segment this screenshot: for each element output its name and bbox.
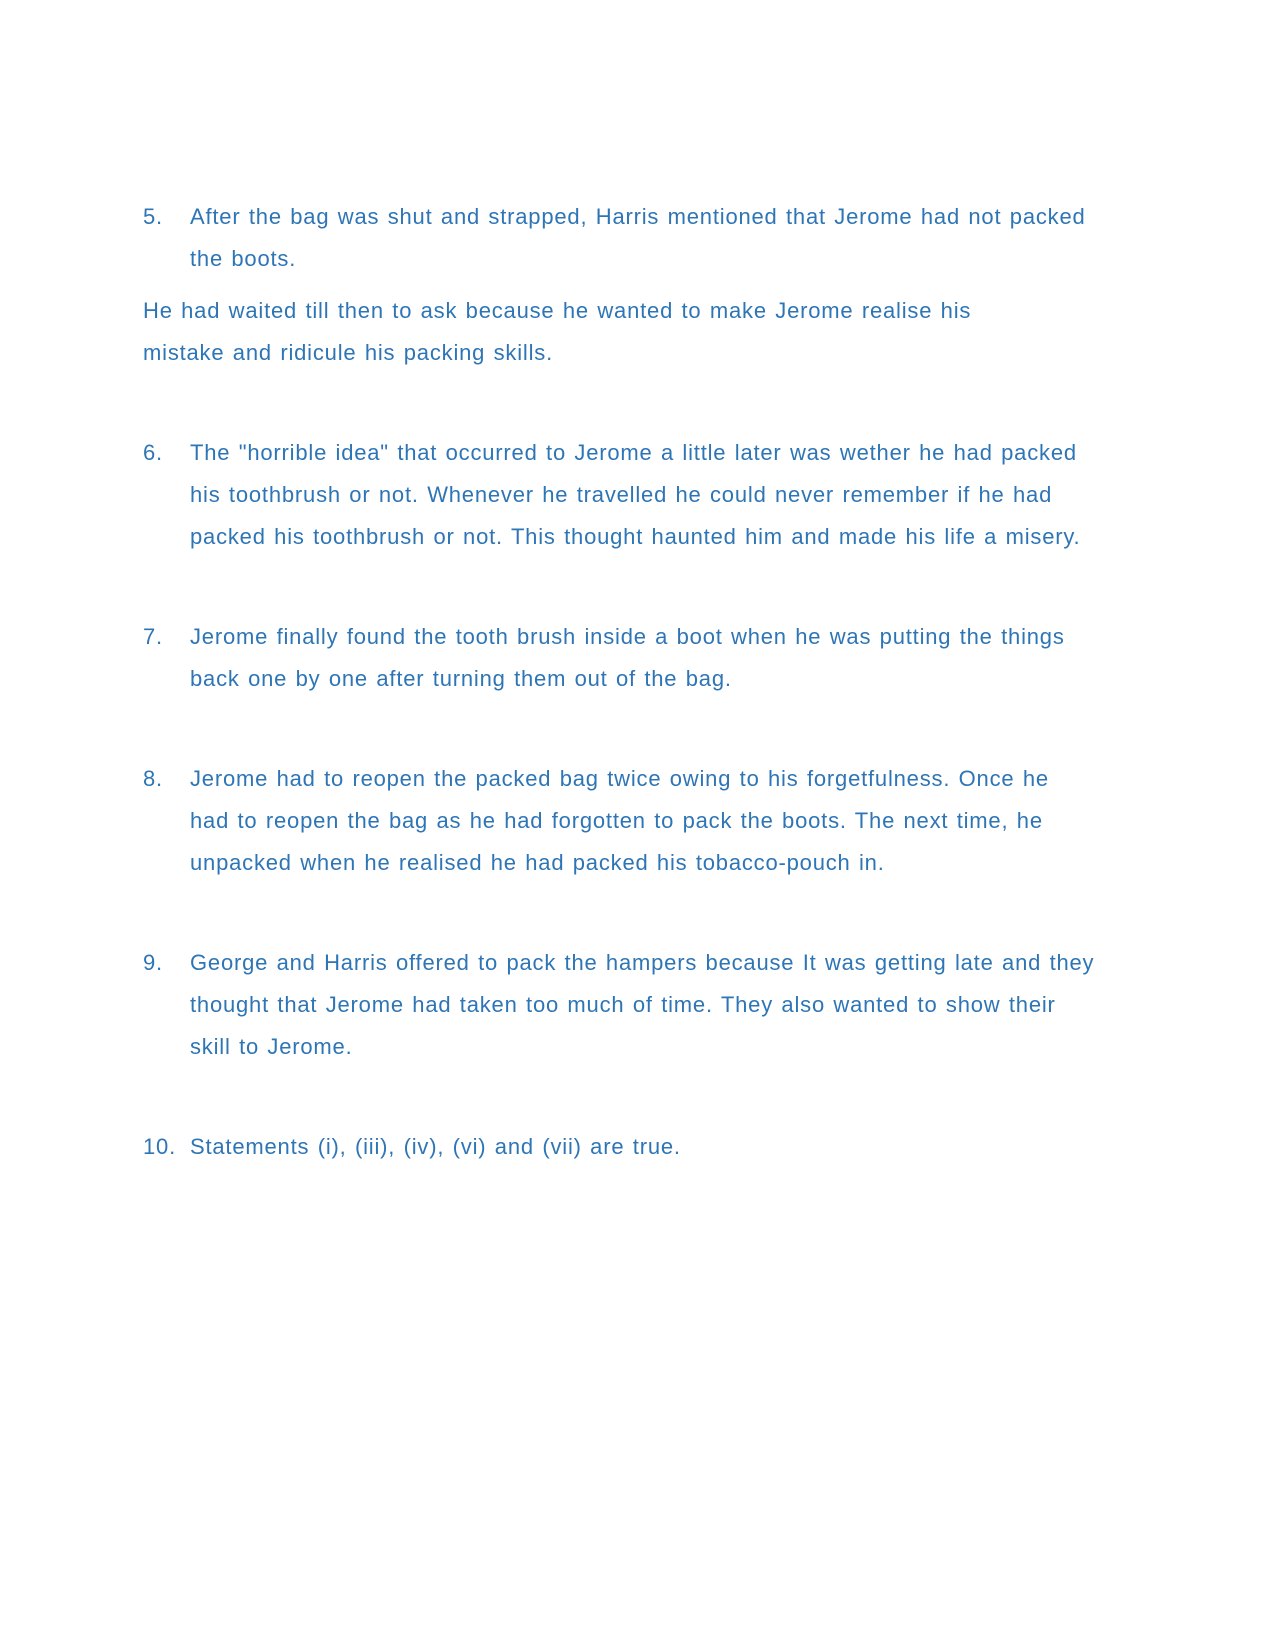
answer-item-9	[143, 942, 1175, 1068]
answers-list	[143, 196, 1175, 1168]
note-paragraph: He had waited till then to ask because he wanted to make Jerome realise his mistake and ridicule his packing skills.	[143, 298, 972, 365]
answer-number: 8.	[143, 766, 163, 791]
answer-item-7	[143, 616, 1175, 700]
answer-number: 5.	[143, 204, 163, 229]
answer-item-6	[143, 432, 1175, 558]
answer-number: 6.	[143, 440, 163, 465]
answer-text: Statements (i), (iii), (iv), (vi) and (vii) are true.	[190, 1134, 681, 1159]
answer-item-5	[143, 196, 1175, 280]
answer-number: 9.	[143, 950, 163, 975]
answer-text: Jerome finally found the tooth brush inside a boot when he was putting the things back one by one after turning them out of the bag.	[190, 624, 1065, 691]
answer-number: 10.	[143, 1134, 176, 1159]
answer-text: Jerome had to reopen the packed bag twice owing to his forgetfulness. Once he had to reopen the bag as he had forgotten to pack the boots. The next time, he unpacked when he realised he had packed his tobacco-pouch in.	[190, 766, 1049, 875]
answer-text: George and Harris offered to pack the hampers because It was getting late and they thought that Jerome had taken too much of time. They also wanted to show their skill to Jerome.	[190, 950, 1095, 1059]
answer-text: The "horrible idea" that occurred to Jerome a little later was wether he had packed his toothbrush or not. Whenever he travelled he could never remember if he had packed his toothbrush or not. This thought haunted him and made his life a misery.	[190, 440, 1081, 549]
answer-item-10	[143, 1126, 1175, 1168]
answer-number: 7.	[143, 624, 163, 649]
answer-item-8	[143, 758, 1175, 884]
answer-text: After the bag was shut and strapped, Harris mentioned that Jerome had not packed the boots.	[190, 204, 1086, 271]
